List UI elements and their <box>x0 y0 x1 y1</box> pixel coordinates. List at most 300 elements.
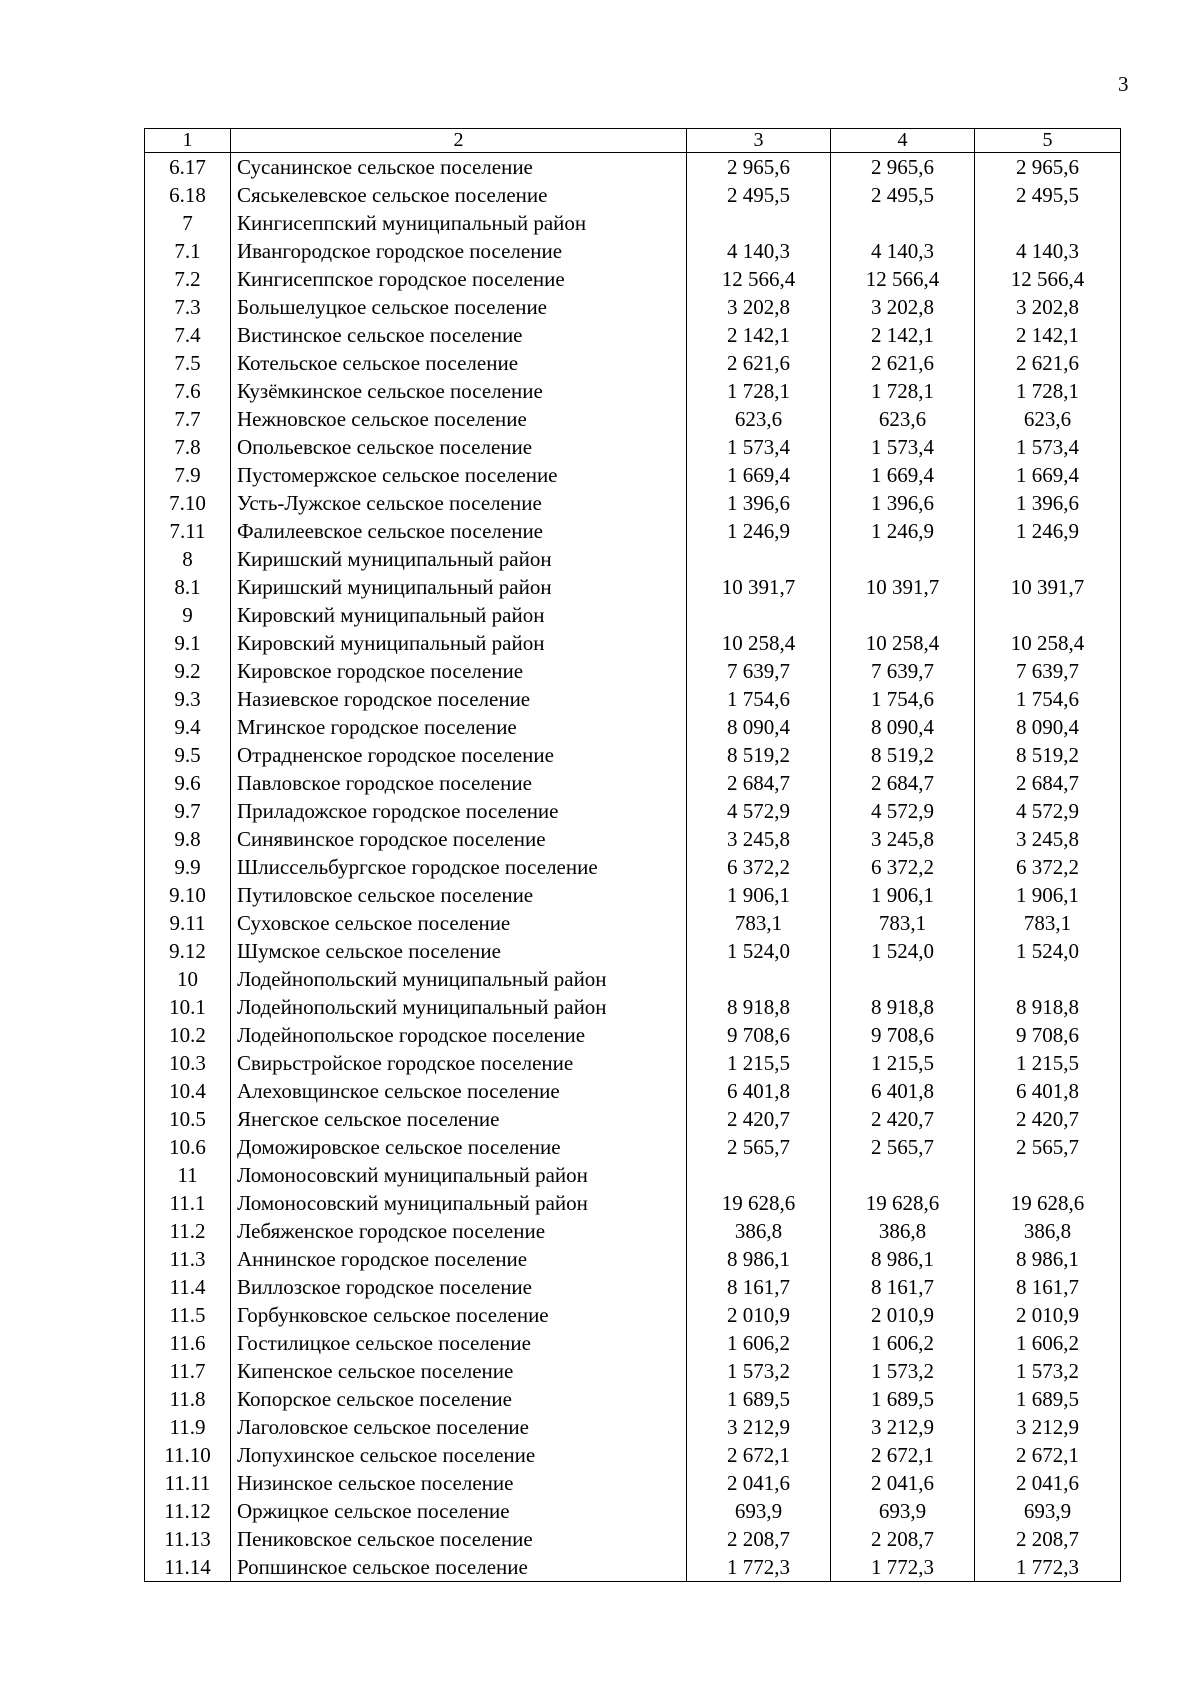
settlement-name-cell: Алеховщинское сельское поселение <box>231 1077 687 1105</box>
settlement-name-cell: Горбунковское сельское поселение <box>231 1301 687 1329</box>
value-col5-cell: 1 246,9 <box>975 517 1121 545</box>
settlement-name-cell: Ломоносовский муниципальный район <box>231 1189 687 1217</box>
settlement-name-cell: Доможировское сельское поселение <box>231 1133 687 1161</box>
table-row <box>145 1217 1121 1245</box>
value-col4-cell: 2 495,5 <box>831 181 975 209</box>
table-row <box>145 993 1121 1021</box>
value-col3-cell: 4 140,3 <box>687 237 831 265</box>
row-number-cell: 10.2 <box>145 1021 231 1049</box>
row-number-cell: 11.5 <box>145 1301 231 1329</box>
value-col5-cell: 2 420,7 <box>975 1105 1121 1133</box>
row-number-cell: 9.11 <box>145 909 231 937</box>
value-col4-cell: 8 090,4 <box>831 713 975 741</box>
value-col3-cell: 2 621,6 <box>687 349 831 377</box>
settlement-name-cell: Киришский муниципальный район <box>231 573 687 601</box>
row-number-cell: 11.6 <box>145 1329 231 1357</box>
value-col4-cell: 2 420,7 <box>831 1105 975 1133</box>
row-number-cell: 11.11 <box>145 1469 231 1497</box>
settlement-name-cell: Низинское сельское поселение <box>231 1469 687 1497</box>
value-col5-cell: 2 621,6 <box>975 349 1121 377</box>
row-number-cell: 7.9 <box>145 461 231 489</box>
row-number-cell: 7.4 <box>145 321 231 349</box>
header-cell-2: 2 <box>231 129 687 153</box>
value-col5-cell <box>975 545 1121 573</box>
value-col5-cell: 10 258,4 <box>975 629 1121 657</box>
value-col5-cell: 2 965,6 <box>975 153 1121 182</box>
row-number-cell: 11.3 <box>145 1245 231 1273</box>
row-number-cell: 9.3 <box>145 685 231 713</box>
settlement-name-cell: Кузёмкинское сельское поселение <box>231 377 687 405</box>
settlement-name-cell: Вистинское сельское поселение <box>231 321 687 349</box>
table-row <box>145 685 1121 713</box>
value-col4-cell: 8 519,2 <box>831 741 975 769</box>
value-col3-cell: 2 041,6 <box>687 1469 831 1497</box>
row-number-cell: 11 <box>145 1161 231 1189</box>
header-cell-4: 4 <box>831 129 975 153</box>
table-row <box>145 1189 1121 1217</box>
value-col4-cell: 3 202,8 <box>831 293 975 321</box>
value-col4-cell: 1 606,2 <box>831 1329 975 1357</box>
value-col5-cell <box>975 965 1121 993</box>
table-row <box>145 1133 1121 1161</box>
row-number-cell: 11.12 <box>145 1497 231 1525</box>
value-col5-cell: 8 090,4 <box>975 713 1121 741</box>
value-col5-cell: 623,6 <box>975 405 1121 433</box>
table-row <box>145 601 1121 629</box>
value-col3-cell: 1 689,5 <box>687 1385 831 1413</box>
value-col3-cell: 7 639,7 <box>687 657 831 685</box>
value-col5-cell: 2 684,7 <box>975 769 1121 797</box>
table-header-row <box>145 129 1121 153</box>
row-number-cell: 11.14 <box>145 1553 231 1582</box>
value-col3-cell: 2 495,5 <box>687 181 831 209</box>
table-row <box>145 377 1121 405</box>
row-number-cell: 9.8 <box>145 825 231 853</box>
settlement-name-cell: Кипенское сельское поселение <box>231 1357 687 1385</box>
value-col4-cell: 3 245,8 <box>831 825 975 853</box>
value-col4-cell: 7 639,7 <box>831 657 975 685</box>
table-row <box>145 1105 1121 1133</box>
value-col4-cell: 2 565,7 <box>831 1133 975 1161</box>
settlement-name-cell: Виллозское городское поселение <box>231 1273 687 1301</box>
table-row <box>145 797 1121 825</box>
settlement-name-cell: Котельское сельское поселение <box>231 349 687 377</box>
value-col4-cell: 3 212,9 <box>831 1413 975 1441</box>
value-col4-cell: 2 621,6 <box>831 349 975 377</box>
table-row <box>145 1245 1121 1273</box>
settlement-name-cell: Лебяженское городское поселение <box>231 1217 687 1245</box>
table-row <box>145 349 1121 377</box>
value-col4-cell: 6 372,2 <box>831 853 975 881</box>
table-row <box>145 741 1121 769</box>
table-row <box>145 853 1121 881</box>
row-number-cell: 7.3 <box>145 293 231 321</box>
row-number-cell: 8.1 <box>145 573 231 601</box>
table-row <box>145 1049 1121 1077</box>
table-row <box>145 265 1121 293</box>
value-col3-cell: 19 628,6 <box>687 1189 831 1217</box>
row-number-cell: 7 <box>145 209 231 237</box>
settlement-name-cell: Лодейнопольское городское поселение <box>231 1021 687 1049</box>
table-row <box>145 181 1121 209</box>
value-col3-cell: 1 606,2 <box>687 1329 831 1357</box>
settlement-name-cell: Назиевское городское поселение <box>231 685 687 713</box>
table-row <box>145 1441 1121 1469</box>
settlement-name-cell: Ропшинское сельское поселение <box>231 1553 687 1582</box>
row-number-cell: 7.7 <box>145 405 231 433</box>
budget-table <box>144 128 1121 1582</box>
value-col5-cell: 8 986,1 <box>975 1245 1121 1273</box>
value-col5-cell: 2 208,7 <box>975 1525 1121 1553</box>
table-row <box>145 1161 1121 1189</box>
value-col5-cell <box>975 601 1121 629</box>
value-col4-cell <box>831 1161 975 1189</box>
value-col4-cell: 2 041,6 <box>831 1469 975 1497</box>
row-number-cell: 8 <box>145 545 231 573</box>
value-col3-cell: 4 572,9 <box>687 797 831 825</box>
value-col4-cell: 1 754,6 <box>831 685 975 713</box>
value-col3-cell: 386,8 <box>687 1217 831 1245</box>
row-number-cell: 9.6 <box>145 769 231 797</box>
row-number-cell: 11.10 <box>145 1441 231 1469</box>
value-col4-cell <box>831 209 975 237</box>
value-col5-cell <box>975 209 1121 237</box>
value-col4-cell: 8 986,1 <box>831 1245 975 1273</box>
value-col3-cell: 8 519,2 <box>687 741 831 769</box>
value-col4-cell: 2 208,7 <box>831 1525 975 1553</box>
value-col5-cell: 1 772,3 <box>975 1553 1121 1582</box>
settlement-name-cell: Кингисеппский муниципальный район <box>231 209 687 237</box>
value-col3-cell: 2 010,9 <box>687 1301 831 1329</box>
value-col5-cell: 2 142,1 <box>975 321 1121 349</box>
settlement-name-cell: Свирьстройское городское поселение <box>231 1049 687 1077</box>
value-col3-cell: 12 566,4 <box>687 265 831 293</box>
row-number-cell: 9.10 <box>145 881 231 909</box>
settlement-name-cell: Пениковское сельское поселение <box>231 1525 687 1553</box>
settlement-name-cell: Суховское сельское поселение <box>231 909 687 937</box>
value-col5-cell: 8 161,7 <box>975 1273 1121 1301</box>
row-number-cell: 9.4 <box>145 713 231 741</box>
value-col4-cell: 8 161,7 <box>831 1273 975 1301</box>
value-col5-cell: 693,9 <box>975 1497 1121 1525</box>
table-row <box>145 1469 1121 1497</box>
settlement-name-cell: Приладожское городское поселение <box>231 797 687 825</box>
row-number-cell: 7.10 <box>145 489 231 517</box>
settlement-name-cell: Шлиссельбургское городское поселение <box>231 853 687 881</box>
value-col4-cell: 4 140,3 <box>831 237 975 265</box>
value-col3-cell: 8 161,7 <box>687 1273 831 1301</box>
row-number-cell: 11.7 <box>145 1357 231 1385</box>
row-number-cell: 10.1 <box>145 993 231 1021</box>
row-number-cell: 11.4 <box>145 1273 231 1301</box>
settlement-name-cell: Ломоносовский муниципальный район <box>231 1161 687 1189</box>
settlement-name-cell: Лаголовское сельское поселение <box>231 1413 687 1441</box>
value-col5-cell: 1 689,5 <box>975 1385 1121 1413</box>
table-row <box>145 965 1121 993</box>
table-row <box>145 937 1121 965</box>
value-col5-cell: 8 519,2 <box>975 741 1121 769</box>
settlement-name-cell: Синявинское городское поселение <box>231 825 687 853</box>
settlement-name-cell: Лопухинское сельское поселение <box>231 1441 687 1469</box>
settlement-name-cell: Гостилицкое сельское поселение <box>231 1329 687 1357</box>
row-number-cell: 11.8 <box>145 1385 231 1413</box>
row-number-cell: 9.5 <box>145 741 231 769</box>
value-col4-cell <box>831 965 975 993</box>
value-col3-cell: 2 420,7 <box>687 1105 831 1133</box>
settlement-name-cell: Сяськелевское сельское поселение <box>231 181 687 209</box>
value-col5-cell: 386,8 <box>975 1217 1121 1245</box>
value-col3-cell: 623,6 <box>687 405 831 433</box>
value-col4-cell: 693,9 <box>831 1497 975 1525</box>
value-col5-cell: 8 918,8 <box>975 993 1121 1021</box>
table-row <box>145 713 1121 741</box>
value-col5-cell: 3 202,8 <box>975 293 1121 321</box>
value-col4-cell: 623,6 <box>831 405 975 433</box>
value-col3-cell: 10 391,7 <box>687 573 831 601</box>
table-row <box>145 1413 1121 1441</box>
value-col5-cell: 1 754,6 <box>975 685 1121 713</box>
value-col4-cell: 2 672,1 <box>831 1441 975 1469</box>
value-col5-cell: 1 396,6 <box>975 489 1121 517</box>
value-col4-cell: 12 566,4 <box>831 265 975 293</box>
value-col5-cell: 12 566,4 <box>975 265 1121 293</box>
table-row <box>145 1385 1121 1413</box>
value-col5-cell: 1 573,4 <box>975 433 1121 461</box>
value-col4-cell: 9 708,6 <box>831 1021 975 1049</box>
value-col4-cell: 1 772,3 <box>831 1553 975 1582</box>
row-number-cell: 6.18 <box>145 181 231 209</box>
row-number-cell: 11.13 <box>145 1525 231 1553</box>
value-col4-cell: 1 573,2 <box>831 1357 975 1385</box>
settlement-name-cell: Нежновское сельское поселение <box>231 405 687 433</box>
value-col5-cell: 2 041,6 <box>975 1469 1121 1497</box>
value-col5-cell: 19 628,6 <box>975 1189 1121 1217</box>
value-col4-cell: 4 572,9 <box>831 797 975 825</box>
row-number-cell: 6.17 <box>145 153 231 182</box>
value-col3-cell: 1 246,9 <box>687 517 831 545</box>
value-col4-cell: 783,1 <box>831 909 975 937</box>
settlement-name-cell: Кировское городское поселение <box>231 657 687 685</box>
value-col3-cell: 1 524,0 <box>687 937 831 965</box>
value-col5-cell: 3 212,9 <box>975 1413 1121 1441</box>
value-col3-cell: 6 372,2 <box>687 853 831 881</box>
value-col5-cell: 2 672,1 <box>975 1441 1121 1469</box>
table-row <box>145 1553 1121 1582</box>
value-col3-cell: 1 728,1 <box>687 377 831 405</box>
row-number-cell: 10.3 <box>145 1049 231 1077</box>
value-col5-cell: 1 606,2 <box>975 1329 1121 1357</box>
settlement-name-cell: Сусанинское сельское поселение <box>231 153 687 182</box>
value-col4-cell <box>831 601 975 629</box>
settlement-name-cell: Оржицкое сельское поселение <box>231 1497 687 1525</box>
value-col3-cell: 9 708,6 <box>687 1021 831 1049</box>
value-col5-cell: 1 728,1 <box>975 377 1121 405</box>
value-col3-cell: 2 208,7 <box>687 1525 831 1553</box>
row-number-cell: 7.2 <box>145 265 231 293</box>
value-col4-cell: 1 215,5 <box>831 1049 975 1077</box>
value-col5-cell: 2 010,9 <box>975 1301 1121 1329</box>
row-number-cell: 9.1 <box>145 629 231 657</box>
table-row <box>145 1021 1121 1049</box>
table-row <box>145 461 1121 489</box>
value-col4-cell: 2 684,7 <box>831 769 975 797</box>
value-col5-cell: 4 140,3 <box>975 237 1121 265</box>
value-col3-cell: 1 573,2 <box>687 1357 831 1385</box>
value-col5-cell: 1 215,5 <box>975 1049 1121 1077</box>
row-number-cell: 9.7 <box>145 797 231 825</box>
settlement-name-cell: Ивангородское городское поселение <box>231 237 687 265</box>
value-col5-cell: 1 906,1 <box>975 881 1121 909</box>
value-col5-cell: 1 669,4 <box>975 461 1121 489</box>
value-col5-cell: 783,1 <box>975 909 1121 937</box>
table-row <box>145 1525 1121 1553</box>
row-number-cell: 7.1 <box>145 237 231 265</box>
value-col3-cell <box>687 1161 831 1189</box>
value-col3-cell: 2 142,1 <box>687 321 831 349</box>
value-col3-cell: 10 258,4 <box>687 629 831 657</box>
value-col4-cell: 1 669,4 <box>831 461 975 489</box>
value-col3-cell: 6 401,8 <box>687 1077 831 1105</box>
value-col3-cell: 8 986,1 <box>687 1245 831 1273</box>
row-number-cell: 10 <box>145 965 231 993</box>
table-row <box>145 293 1121 321</box>
settlement-name-cell: Усть-Лужское сельское поселение <box>231 489 687 517</box>
value-col3-cell <box>687 545 831 573</box>
row-number-cell: 11.1 <box>145 1189 231 1217</box>
table-row <box>145 405 1121 433</box>
value-col4-cell <box>831 545 975 573</box>
value-col4-cell: 1 524,0 <box>831 937 975 965</box>
settlement-name-cell: Путиловское сельское поселение <box>231 881 687 909</box>
value-col3-cell: 8 090,4 <box>687 713 831 741</box>
value-col5-cell: 1 524,0 <box>975 937 1121 965</box>
value-col5-cell: 2 495,5 <box>975 181 1121 209</box>
value-col3-cell: 783,1 <box>687 909 831 937</box>
table-row <box>145 825 1121 853</box>
value-col5-cell: 6 372,2 <box>975 853 1121 881</box>
row-number-cell: 7.5 <box>145 349 231 377</box>
settlement-name-cell: Опольевское сельское поселение <box>231 433 687 461</box>
row-number-cell: 7.11 <box>145 517 231 545</box>
table-row <box>145 153 1121 182</box>
value-col3-cell: 2 684,7 <box>687 769 831 797</box>
table-row <box>145 489 1121 517</box>
row-number-cell: 9.12 <box>145 937 231 965</box>
value-col3-cell <box>687 209 831 237</box>
settlement-name-cell: Киришский муниципальный район <box>231 545 687 573</box>
settlement-name-cell: Лодейнопольский муниципальный район <box>231 965 687 993</box>
value-col4-cell: 2 010,9 <box>831 1301 975 1329</box>
value-col3-cell: 2 965,6 <box>687 153 831 182</box>
settlement-name-cell: Отрадненское городское поселение <box>231 741 687 769</box>
value-col3-cell: 1 906,1 <box>687 881 831 909</box>
value-col4-cell: 19 628,6 <box>831 1189 975 1217</box>
table-row <box>145 545 1121 573</box>
table-row <box>145 881 1121 909</box>
value-col3-cell: 1 215,5 <box>687 1049 831 1077</box>
settlement-name-cell: Мгинское городское поселение <box>231 713 687 741</box>
settlement-name-cell: Янегское сельское поселение <box>231 1105 687 1133</box>
settlement-name-cell: Копорское сельское поселение <box>231 1385 687 1413</box>
table-row <box>145 1077 1121 1105</box>
value-col3-cell: 1 754,6 <box>687 685 831 713</box>
table-row <box>145 209 1121 237</box>
table-row <box>145 1301 1121 1329</box>
value-col5-cell: 7 639,7 <box>975 657 1121 685</box>
value-col3-cell: 1 669,4 <box>687 461 831 489</box>
table-row <box>145 629 1121 657</box>
value-col5-cell: 2 565,7 <box>975 1133 1121 1161</box>
value-col3-cell: 1 573,4 <box>687 433 831 461</box>
settlement-name-cell: Пустомержское сельское поселение <box>231 461 687 489</box>
settlement-name-cell: Кировский муниципальный район <box>231 601 687 629</box>
value-col4-cell: 1 396,6 <box>831 489 975 517</box>
value-col4-cell: 1 689,5 <box>831 1385 975 1413</box>
value-col4-cell: 2 142,1 <box>831 321 975 349</box>
settlement-name-cell: Лодейнопольский муниципальный район <box>231 993 687 1021</box>
table-row <box>145 1329 1121 1357</box>
value-col3-cell: 3 245,8 <box>687 825 831 853</box>
table-row <box>145 321 1121 349</box>
value-col4-cell: 10 391,7 <box>831 573 975 601</box>
value-col4-cell: 386,8 <box>831 1217 975 1245</box>
value-col4-cell: 2 965,6 <box>831 153 975 182</box>
table-row <box>145 1357 1121 1385</box>
value-col3-cell: 1 772,3 <box>687 1553 831 1582</box>
settlement-name-cell: Павловское городское поселение <box>231 769 687 797</box>
row-number-cell: 10.6 <box>145 1133 231 1161</box>
value-col3-cell: 1 396,6 <box>687 489 831 517</box>
value-col4-cell: 1 906,1 <box>831 881 975 909</box>
settlement-name-cell: Аннинское городское поселение <box>231 1245 687 1273</box>
settlement-name-cell: Кингисеппское городское поселение <box>231 265 687 293</box>
value-col5-cell: 1 573,2 <box>975 1357 1121 1385</box>
table-row <box>145 909 1121 937</box>
settlement-name-cell: Фалилеевское сельское поселение <box>231 517 687 545</box>
row-number-cell: 9 <box>145 601 231 629</box>
row-number-cell: 10.4 <box>145 1077 231 1105</box>
value-col3-cell <box>687 965 831 993</box>
page-number: 3 <box>1118 72 1129 96</box>
header-cell-3: 3 <box>687 129 831 153</box>
value-col3-cell: 693,9 <box>687 1497 831 1525</box>
value-col3-cell: 3 212,9 <box>687 1413 831 1441</box>
value-col4-cell: 8 918,8 <box>831 993 975 1021</box>
row-number-cell: 9.2 <box>145 657 231 685</box>
table-row <box>145 237 1121 265</box>
table-row <box>145 517 1121 545</box>
value-col5-cell: 4 572,9 <box>975 797 1121 825</box>
table-row <box>145 657 1121 685</box>
settlement-name-cell: Шумское сельское поселение <box>231 937 687 965</box>
row-number-cell: 11.9 <box>145 1413 231 1441</box>
row-number-cell: 11.2 <box>145 1217 231 1245</box>
settlement-name-cell: Кировский муниципальный район <box>231 629 687 657</box>
value-col5-cell <box>975 1161 1121 1189</box>
header-cell-1: 1 <box>145 129 231 153</box>
value-col4-cell: 10 258,4 <box>831 629 975 657</box>
value-col5-cell: 3 245,8 <box>975 825 1121 853</box>
value-col3-cell: 8 918,8 <box>687 993 831 1021</box>
row-number-cell: 9.9 <box>145 853 231 881</box>
value-col5-cell: 10 391,7 <box>975 573 1121 601</box>
table-row <box>145 1497 1121 1525</box>
table-row <box>145 573 1121 601</box>
value-col4-cell: 6 401,8 <box>831 1077 975 1105</box>
row-number-cell: 7.6 <box>145 377 231 405</box>
value-col3-cell: 2 565,7 <box>687 1133 831 1161</box>
settlement-name-cell: Большелуцкое сельское поселение <box>231 293 687 321</box>
